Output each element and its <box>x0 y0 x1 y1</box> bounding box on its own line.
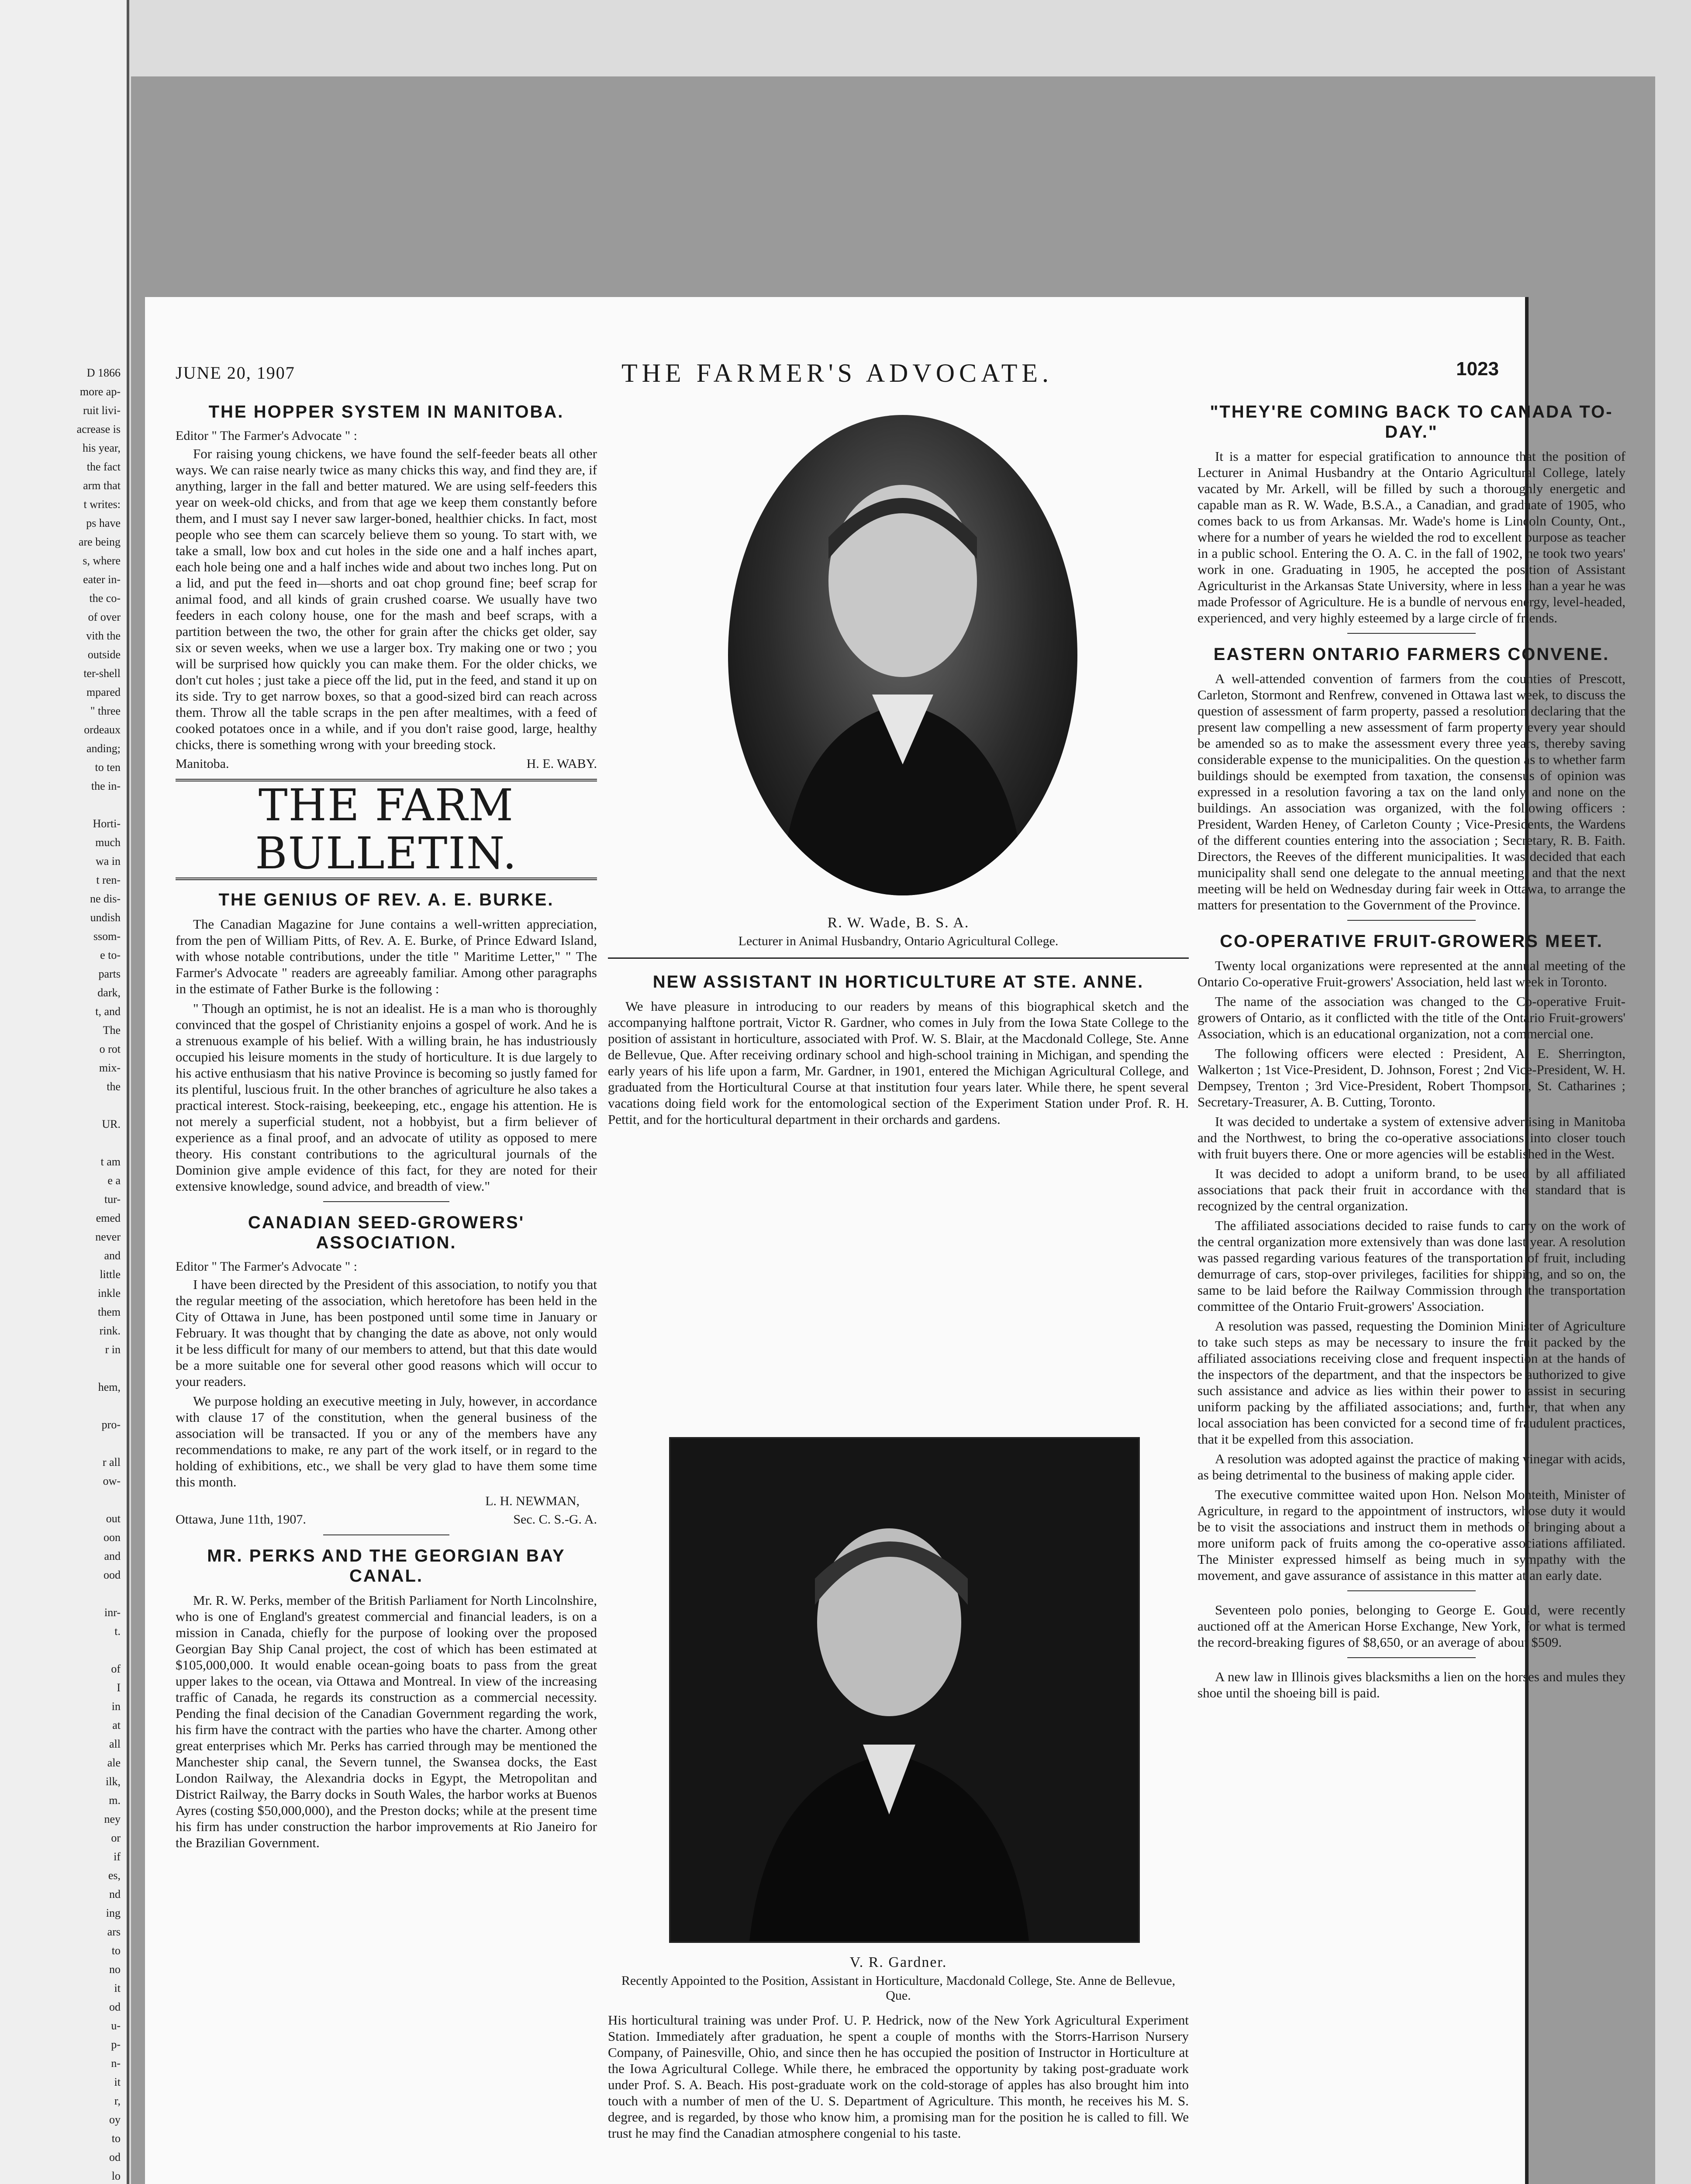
left-page-text-fragment: eater in- <box>83 573 121 586</box>
left-page-text-fragment: r all <box>102 1456 121 1469</box>
left-page-text-fragment: hem, <box>98 1381 121 1393</box>
portrait-figure <box>671 1439 1138 1941</box>
article-paragraph: We have pleasure in introducing to our readers by means of this biographical sketch and the accompanying halftone portrait, Victor R. Gardner, who comes in July from the Iowa State College to the position of assistant in horticulture, associated with Prof. W. S. Blair, at the Macdonald College, Ste. Anne de Bellevue, Que. After receiving ordinary school and high-school training in Michigan, and spending the early years of his life upon a farm, Mr. Gardner, in 1901, entered the Michigan Agricultural College, and graduated from the Horticultural Course at that institution four years later. While there, he spent several vacations doing field work for the entomological section of the Experiment Station under Prof. R. H. Pettit, and for the horticultural department in their orchards and gardens. <box>608 999 1189 1127</box>
section-divider <box>1347 920 1476 921</box>
article-paragraph: " Though an optimist, he is not an idealist. He is a man who is thoroughly convinced that the gospel of Christianity enjoins a gospel of work. And he is a strenuous example of his belief. With a willing brain, he has industriously occupied his leisure moments in the study of horticulture. It is due largely to his active enthusiasm that his native Province is becoming so justly famed for its plentiful, luscious fruit. In the other branches of agriculture he also takes a practical interest. Stock-raising, beekeeping, etc., engage his attention. He is not merely a superficial student, not a hobbyist, but a firm believer of experience as a final proof, and an advocate of utility as opposed to mere theory. His constant contributions to the agricultural journals of the Dominion give ample evidence of this fact, for they are noted for their extensive knowledge, sound advice, and breadth of view." <box>176 1001 597 1194</box>
left-page-text-fragment: wa in <box>95 855 121 867</box>
newspaper-page <box>145 297 1625 2184</box>
article-hopper-system <box>176 402 597 772</box>
left-page-text-fragment: and <box>104 1550 121 1562</box>
article-body: Mr. R. W. Perks, member of the British Parliament for North Lincolnshire, who is one of England's greatest commercial and financial leaders, is on a mission in Canada, chiefly for the purpose of looking over the proposed Georgian Bay Ship Canal project, the cost of which has been estimated at $105,000,000. It would enable ocean-going boats to pass from the great upper lakes to the ocean, via Ottawa and Montreal. In view of the increasing traffic of Canada, he regards its construction as a commercial necessity. Pending the final decision of the Canadian Government regarding the work, his firm have the contract with the parties who have the charter. Among other great enterprises which Mr. Perks has carried through may be mentioned the Manchester ship canal, the Severn tunnel, the Swansea docks, the East London Railway, the Alexandria docks in Egypt, the Metropolitan and District Railway, the Barry docks in South Wales, the harbor works at Buenos Ayres (costing $50,000,000), and the Preston docks; while at the present time his firm has under construction the harbor improvements at Rio Janeiro for the Brazilian Government. <box>176 1593 597 1850</box>
left-page-text-fragment: t am <box>100 1155 121 1168</box>
left-page-text-fragment: of <box>111 1662 121 1675</box>
left-page-text-fragment: out <box>106 1512 121 1525</box>
signature-name <box>176 1493 597 1509</box>
left-page-text-fragment: vith the <box>86 629 121 642</box>
article-heading: THE GENIUS OF REV. A. E. BURKE. <box>218 890 554 909</box>
left-page-text-fragment: of over <box>88 611 121 623</box>
left-page-text-fragment: never <box>95 1230 121 1243</box>
article-paragraph: The name of the association was changed to the Co-operative Fruit-growers of Ontario, as it conflicted with the title of the Ontario Fruit-growers' Association, which is an educational organization, not a commercial one. <box>1198 994 1625 1041</box>
left-page-text-fragment: The <box>103 1024 121 1037</box>
left-page-text-fragment: are being <box>78 536 121 548</box>
article-paragraph: It was decided to adopt a uniform brand, to be used by all affiliated associations that pack their fruit in accordance with the standard that is recognized by the central organization. <box>1198 1166 1625 1213</box>
left-page-text-fragment: ale <box>107 1756 121 1769</box>
article-paragraph: We purpose holding an executive meeting in July, however, in accordance with clause 17 of the constitution, when the general business of the association will be transacted. If you or any of the members have any recommendations to make, re any part of the work itself, or in regard to the holding of exhibitions, etc., we shall be very glad to have them some time this month. <box>176 1393 597 1489</box>
article-heading: EASTERN ONTARIO FARMERS CONVENE. <box>1213 645 1610 664</box>
left-page-text-fragment: u- <box>111 2019 121 2032</box>
signature-title: Sec. C. S.-G. A. <box>513 1512 597 1527</box>
left-page-text-fragment: parts <box>98 968 121 980</box>
left-page-text-fragment: D 1866 <box>86 366 121 379</box>
left-page-text-fragment: no <box>109 1963 121 1976</box>
left-page-text-fragment: to <box>111 2132 121 2145</box>
signature-name: H. E. WABY. <box>526 757 597 771</box>
left-page-text-fragment: t ren- <box>96 874 121 886</box>
portrait-gardner <box>669 1437 1140 1943</box>
left-page-text-fragment: ars <box>107 1925 121 1938</box>
left-page-text-fragment: r in <box>105 1343 121 1356</box>
left-page-text-fragment: rink. <box>99 1324 121 1337</box>
article-heading: THE HOPPER SYSTEM IN MANITOBA. <box>208 402 564 422</box>
article-coop-fruit <box>1198 931 1625 1583</box>
left-page-fragment <box>0 0 129 2184</box>
article-heading: MR. PERKS AND THE GEORGIAN BAY CANAL. <box>207 1546 566 1586</box>
article-paragraph: A resolution was adopted against the practice of making vinegar with acids, as being detrimental to the business of making apple cider. <box>1198 1451 1625 1482</box>
left-page-text-fragment: pro- <box>101 1418 121 1431</box>
left-page-text-fragment: ps have <box>86 517 121 529</box>
left-page-text-fragment: e to- <box>100 949 121 961</box>
left-page-text-fragment: anding; <box>86 742 121 755</box>
left-page-text-fragment: tur- <box>104 1193 121 1206</box>
farm-bulletin-banner: THE FARM BULLETIN. <box>176 779 597 880</box>
signature <box>176 756 597 772</box>
left-page-text-fragment: arm that <box>83 479 121 492</box>
article-paragraph: The Canadian Magazine for June contains a well-written appreciation, from the pen of William Pitts, of Rev. A. E. Burke, of Prince Edward Island, with whose notable contributions, under the title " Maritime Letter," " The Farmer's Advocate " readers are agreeably familiar. Among other paragraphs in the estimate of Father Burke is the following : <box>176 916 597 996</box>
left-page-text-fragment: oon <box>104 1531 121 1544</box>
section-divider <box>1347 1590 1476 1591</box>
editor-salutation: Editor " The Farmer's Advocate " : <box>176 429 357 443</box>
left-page-text-fragment: t writes: <box>83 498 121 511</box>
left-page-text-fragment: at <box>112 1719 121 1731</box>
article-coming-back <box>1198 402 1625 626</box>
left-page-text-fragment: t. <box>114 1625 121 1638</box>
left-page-text-fragment: much <box>95 836 121 849</box>
article-heading: CANADIAN SEED-GROWERS' ASSOCIATION. <box>248 1213 525 1252</box>
left-page-text-fragment: acrease is <box>76 423 121 435</box>
left-page-text-fragment: o rot <box>99 1043 121 1055</box>
signature <box>176 1512 597 1527</box>
left-page-text-fragment: it <box>114 2076 121 2088</box>
article-burke <box>176 890 597 1194</box>
article-eastern-ontario <box>1198 644 1625 913</box>
issue-date: JUNE 20, 1907 <box>176 363 295 383</box>
left-page-text-fragment: ter-shell <box>83 667 121 680</box>
section-divider <box>323 1201 450 1202</box>
article-paragraph: A resolution was passed, requesting the Dominion Minister of Agriculture to take such steps as may be necessary to insure the fruit packed by the affiliated associations receiving close and frequent inspection at the hands of the inspectors of the department, and that the inspectors be authorized to give such assistance and advice as lies within their power to assist in securing uniform packing by the affiliated associations; and, further, that when any local association has been convicted for a second time of fraudulent practices, that it be expelled from this association. <box>1198 1318 1625 1447</box>
left-page-text-fragment: ssom- <box>93 930 121 943</box>
left-page-text-fragment: undish <box>90 911 121 924</box>
caption-title: Lecturer in Animal Husbandry, Ontario Agricultural College. <box>738 934 1059 948</box>
article-body: For raising young chickens, we have found the self-feeder beats all other ways. We can raise nearly twice as many chicks this way, and find they are, if anything, larger in the fall and better matured. We are using self-feeders this year on week-old chicks, and from that age we keep them constantly before them, and I must say I never saw larger-boned, healthier chicks. In fact, most people who see them can scarcely believe them so young. To start with, we take a small, low box and cut holes in the side one and a half inches apart, each hole being one and a half inches wide and about two inches long. Put on a lid, and put the feed in—shorts and oat chop ground fine; beef scrap for animal food, and all kinds of grain crushed coarse. We usually have two feeders in each colony house, one for the mash and beef scraps, with a partition between the two, the other for grain after the chicks get older, say six or seven weeks, when we use a larger box. Try making one or two ; you will be surprised how quickly you can make them. For the older chicks, we don't cut holes ; just take a piece off the lid, put in the feed, and stand it up on its side. Try to get narrow boxes, so that a good-sized bird can reach across them. Throw all the table scraps in the pen after mealtimes, with a feed of cooked potatoes once in a while, and if you don't raise good, large, healthy chicks, there is something wrong with your breeding stock. <box>176 446 597 752</box>
signature-name-text: L. H. NEWMAN, <box>485 1494 580 1508</box>
left-page-text-fragment: his year, <box>82 442 121 454</box>
article-seed-growers <box>176 1213 597 1527</box>
article-heading: "THEY'RE COMING BACK TO CANADA TO-DAY." <box>1210 402 1613 442</box>
left-page-text-fragment: the co- <box>89 592 121 605</box>
left-page-text-fragment: p- <box>111 2038 121 2051</box>
left-page-text-fragment: all <box>109 1738 121 1750</box>
section-divider <box>1347 633 1476 634</box>
article-paragraph: The following officers were elected : President, A. E. Sherrington, Walkerton ; 1st Vice-President, D. Johnson, Forest ; 2nd Vice-President, W. H. Dempsey, Trenton ; 3rd Vice-President, Robert Thompson, St. Catharines ; Secretary-Treasurer, A. B. Cutting, Toronto. <box>1198 1046 1625 1109</box>
article-paragraph: Twenty local organizations were represented at the annual meeting of the Ontario Co-operative Fruit-growers' Association, held last week in Toronto. <box>1198 958 1625 989</box>
article-paragraph: It was decided to undertake a system of extensive advertising in Manitoba and the Northwest, to bring the co-operative associations into closer touch with fruit buyers there. One or more agencies will be established in the West. <box>1198 1114 1625 1161</box>
left-page-text-fragment: nd <box>109 1888 121 1901</box>
article-paragraph: His horticultural training was under Prof. U. P. Hedrick, now of the New York Agricultural Experiment Station. Immediately after graduation, he spent a couple of months with the Storrs-Harrison Nursery Company, of Painesville, Ohio, and since then he has occupied the position of Instructor in Horticulture at the Iowa Agricultural College. While there, he embraced the opportunity by taking post-graduate work under Prof. S. A. Beach. His post-graduate work on the cold-storage of apples has also brought him into touch with a number of men of the U. S. Department of Agriculture. This month, he receives his M. S. degree, and is regarded, by those who know him, a promising man for the position he is called to fill. We trust he may find the Canadian atmosphere congenial to his taste. <box>608 2012 1189 2141</box>
page-number: 1023 <box>1456 358 1499 380</box>
left-page-text-fragment: mix- <box>99 1061 121 1074</box>
left-page-text-fragment: mpared <box>86 686 121 698</box>
left-page-text-fragment: the in- <box>91 780 121 792</box>
left-page-text-fragment: ruit livi- <box>83 404 121 417</box>
portrait-wade <box>715 402 1091 909</box>
editor-salutation: Editor " The Farmer's Advocate " : <box>176 1259 357 1274</box>
news-item-polo-ponies: Seventeen polo ponies, belonging to George E. Gould, were recently auctioned off at the American Horse Exchange, New York, for what is termed the record-breaking figures of $8,650, or an average of about $509. <box>1198 1602 1625 1650</box>
left-page-text-fragment: dark, <box>97 986 121 999</box>
left-page-text-fragment: or <box>111 1832 121 1844</box>
left-page-text-fragment: ood <box>104 1569 121 1581</box>
left-page-text-fragment: oy <box>109 2113 121 2126</box>
left-page-text-fragment: ney <box>104 1813 121 1825</box>
column-left <box>176 402 597 1854</box>
left-page-text-fragment: ne dis- <box>90 892 121 905</box>
left-page-text-fragment: more ap- <box>79 385 121 398</box>
left-page-text-fragment: outside <box>87 648 121 661</box>
left-page-text-fragment: ordeaux <box>84 723 121 736</box>
left-page-text-fragment: r, <box>114 2094 121 2107</box>
caption-name: R. W. Wade, B. S. A. <box>827 915 970 931</box>
left-page-text-fragment: e a <box>107 1174 121 1187</box>
left-page-text-fragment: UR. <box>102 1118 121 1130</box>
left-page-text-fragment: to ten <box>95 761 121 774</box>
left-page-text-fragment: the <box>107 1080 121 1093</box>
portrait-photo <box>728 415 1077 895</box>
article-new-assistant <box>608 972 1189 1127</box>
left-page-text-fragment: es, <box>108 1869 121 1882</box>
left-page-text-fragment: ing <box>106 1907 121 1919</box>
article-paragraph: The affiliated associations decided to raise funds to carry on the work of the central organization more extensively than was done last year. A resolution was passed regarding various features of the transportation of fruit, including demurrage of cars, stop-over privileges, facilities for shipping, and so on, the same to be laid before the Railway Commission through the transportation committee of the Ontario Fruit-growers' Association. <box>1198 1218 1625 1314</box>
signature-place: Ottawa, June 11th, 1907. <box>176 1512 306 1527</box>
left-page-text-fragment: I <box>117 1681 121 1694</box>
left-page-text-fragment: emed <box>96 1212 121 1224</box>
left-page-text-fragment: and <box>104 1249 121 1262</box>
section-divider <box>323 1534 450 1535</box>
left-page-text-fragment: Horti- <box>93 817 121 830</box>
page-header <box>176 358 1499 393</box>
column-rule <box>608 957 1189 959</box>
column-middle <box>608 402 1189 2184</box>
left-page-text-fragment: inkle <box>98 1287 121 1299</box>
left-page-text-fragment: lo <box>111 2170 121 2182</box>
caption-title: Recently Appointed to the Position, Assistant in Horticulture, Macdonald College, Ste. Anne de Bellevue, Que. <box>621 1973 1176 2003</box>
left-page-text-fragment: little <box>100 1268 121 1281</box>
article-heading: NEW ASSISTANT IN HORTICULTURE AT STE. ANNE. <box>652 972 1144 992</box>
left-page-text-fragment: the fact <box>86 460 121 473</box>
signature-place: Manitoba. <box>176 757 229 771</box>
article-body: It is a matter for especial gratification to announce that the position of Lecturer in Animal Husbandry at the Ontario Agricultural College, lately vacated by Mr. Arkell, will be filled by such a thoroughly energetic and capable man as R. W. Wade, B.S.A., a Canadian, and graduate of 1905, who comes back to us from Arkansas. Mr. Wade's home is Lincoln County, Ont., where for a number of years he wielded the rod to excellent purpose as teacher in a public school. Entering the O. A. C. in the fall of 1902, he took two years' work in one. Graduating in 1905, he accepted the position of Assistant Agriculturist in the Arkansas State University, where in less than a year he was made Professor of Agriculture. He is a bundle of nervous energy, level-headed, experienced, and very highly esteemed by a large circle of friends. <box>1198 449 1625 625</box>
masthead: THE FARMER'S ADVOCATE. <box>621 359 1053 387</box>
left-page-text-fragment: n- <box>111 2057 121 2070</box>
caption-name: V. R. Gardner. <box>849 1954 947 1970</box>
left-page-text-fragment: m. <box>109 1794 121 1807</box>
left-page-text-fragment: to <box>111 1944 121 1957</box>
article-paragraph: I have been directed by the President of this association, to notify you that the regular meeting of the association, which heretofore has been held in the City of Ottawa in June, has been postponed until some time in January or February. It was thought that by changing the date as above, not only would it be less difficult for many of our members to attend, but that this date would be a more suitable one for several other good reasons which will occur to your readers. <box>176 1277 597 1389</box>
article-body: A well-attended convention of farmers from the counties of Prescott, Carleton, Stormont and Renfrew, convened in Ottawa last week, to discuss the question of assessment of farm property, passed a resolution declaring that the present law compelling a new assessment of farm property every year should be amended so as to make the assessment every three years, thereby saving considerable expense to the municipalities. On the question as to whether farm buildings should be exempted from taxation, the consensus of opinion was expressed in a resolution favoring a tax on the land only and none on the buildings. An association was organized, with the following officers : President, Warden Heney, of Carleton County ; Vice-Presidents, the Wardens of the different counties entering into the association ; Secretary, R. B. Faith. Directors, the Reeves of the different municipalities. It was decided that each municipality shall send one delegate to the annual meeting, and that the next meeting will be held on Wednesday during fair week in Ottawa, to arrange the matters for presentation to the Government of the Province. <box>1198 671 1625 912</box>
left-page-text-fragment: t, and <box>95 1005 121 1018</box>
portrait-figure <box>728 415 1077 895</box>
left-page-text-fragment: them <box>98 1306 121 1318</box>
article-heading: CO-OPERATIVE FRUIT-GROWERS MEET. <box>1220 932 1603 951</box>
left-page-text-fragment: if <box>114 1850 121 1863</box>
left-page-text-fragment: od <box>109 2001 121 2013</box>
left-page-text-fragment: inr- <box>104 1606 121 1619</box>
left-page-text-fragment: it <box>114 1982 121 1994</box>
left-page-text-fragment: od <box>109 2151 121 2163</box>
column-right <box>1198 402 1625 1704</box>
left-page-text-fragment: in <box>111 1700 121 1713</box>
left-page-text-fragment: " three <box>90 705 121 717</box>
article-paragraph: The executive committee waited upon Hon. Nelson Monteith, Minister of Agriculture, in regard to the appointment of instructors, whose duty it would be to visit the associations and instruct them in methods of bringing about a more uniform pack of fruits among the co-operative associations affiliated. The Minister expressed himself as being much in sympathy with the movement, and gave assurance of assistance in this matter at an early date. <box>1198 1487 1625 1583</box>
left-page-text-fragment: ilk, <box>106 1775 121 1788</box>
left-page-text-fragment: s, where <box>83 554 121 567</box>
article-perks <box>176 1546 597 1851</box>
left-page-text-fragment: ow- <box>103 1475 121 1487</box>
section-divider <box>1347 1657 1476 1658</box>
news-item-illinois-law: A new law in Illinois gives blacksmiths a lien on the horses and mules they shoe until the shoeing bill is paid. <box>1198 1669 1625 1700</box>
